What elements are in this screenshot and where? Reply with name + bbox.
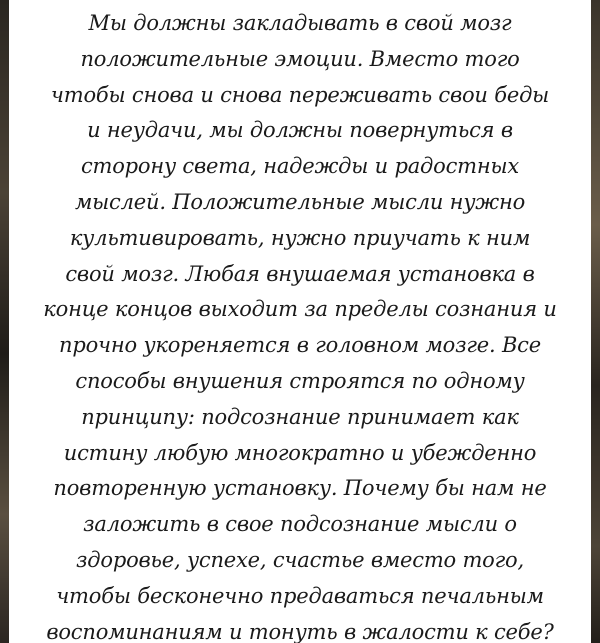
quote-line: и неудачи, мы должны повернуться в: [87, 118, 513, 143]
quote-line: чтобы снова и снова переживать свои беды: [50, 82, 550, 107]
quote-line: положительные эмоции. Вместо того: [80, 46, 520, 71]
background-photo-edge-left: [0, 0, 9, 643]
quote-line: прочно укореняется в головном мозге. Все: [59, 333, 541, 358]
quote-line: заложить в свое подсознание мысли о: [83, 512, 517, 537]
quote-line: истину любую многократно и убежденно: [63, 440, 537, 465]
quote-line: принципу: подсознание принимает как: [81, 404, 519, 429]
quote-line: сторону света, надежды и радостных: [80, 154, 520, 179]
quote-line: чтобы бесконечно предаваться печальным: [56, 583, 544, 608]
quote-line: свой мозг. Любая внушаемая установка в: [65, 261, 535, 286]
quote-line: культивировать, нужно приучать к ним: [69, 225, 531, 250]
quote-line: воспоминаниям и тонуть в жалости к себе?: [46, 619, 554, 643]
quote-line: повторенную установку. Почему бы нам не: [53, 476, 547, 501]
quote-line: конце концов выходит за пределы сознания и: [43, 297, 557, 322]
quote-line: мыслей. Положительные мысли нужно: [74, 189, 526, 214]
background-photo-edge-right: [591, 0, 600, 643]
quote-text: [18, 6, 582, 643]
quote-line: Мы должны закладывать в свой мозг: [88, 11, 512, 35]
quote-line: здоровье, успехе, счастье вместо того,: [76, 547, 524, 572]
quote-line: способы внушения строятся по одному: [75, 368, 525, 393]
